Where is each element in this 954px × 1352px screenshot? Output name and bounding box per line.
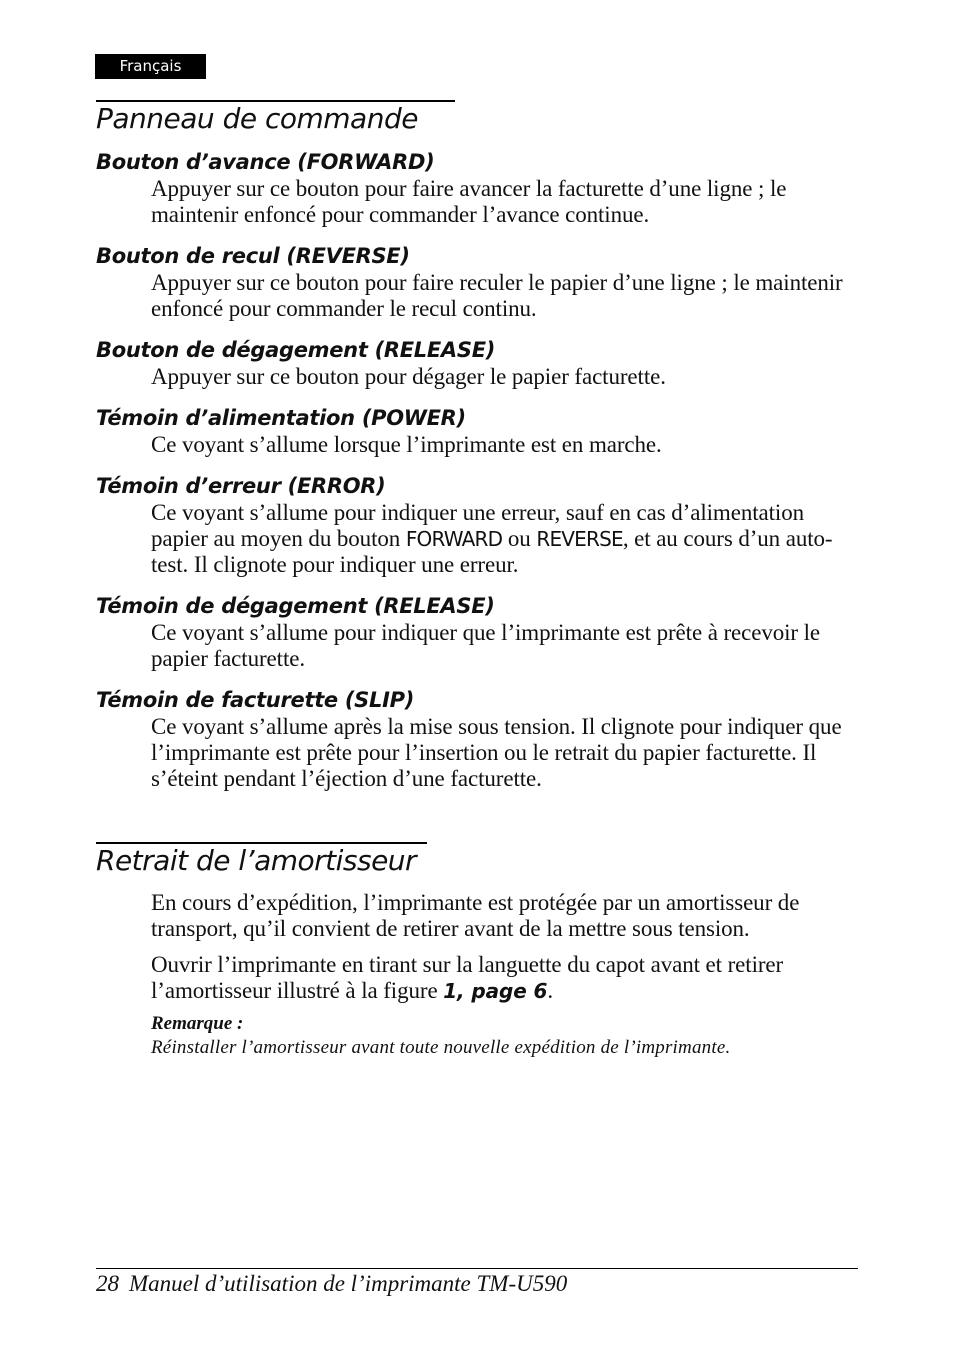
page-number: 28 (96, 1271, 119, 1296)
note-label: Remarque : (151, 1013, 244, 1034)
reverse-label: REVERSE (536, 527, 623, 551)
footer (96, 1270, 567, 1298)
item-slip (96, 686, 858, 792)
note-text: Réinstaller l’amortisseur avant toute nouvelle expédition de l’imprimante. (151, 1037, 731, 1058)
section-title: Retrait de l’amortisseur (96, 842, 427, 878)
text-part: Ce voyant s’allume pour indiquer une erreur, sauf en cas d’alimentation papier au moyen du bouton (151, 500, 805, 551)
item-heading: Témoin d’erreur (ERROR) (96, 474, 386, 498)
item-text: Appuyer sur ce bouton pour dégager le papier facturette. (151, 364, 666, 389)
paragraph: En cours d’expédition, l’imprimante est protégée par un amortisseur de transport, qu’il convient de retirer avant de la mettre sous tension. (151, 890, 800, 941)
text-part: ou (507, 526, 531, 551)
footer-rule (96, 1268, 858, 1269)
item-heading: Bouton de dégagement (RELEASE) (96, 338, 496, 362)
item-text: Ce voyant s’allume pour indiquer que l’imprimante est prête à recevoir le papier facturette. (151, 620, 821, 671)
item-text: Ce voyant s’allume après la mise sous tension. Il clignote pour indiquer que l’imprimante est prête pour l’insertion ou le retrait du papier facturette. Il s’éteint pendant l’éjection d’une facturette. (151, 714, 842, 791)
paragraph (151, 952, 858, 1004)
manual-title: Manuel d’utilisation de l’imprimante TM-U590 (129, 1271, 568, 1296)
item-text: Ce voyant s’allume lorsque l’imprimante est en marche. (151, 432, 662, 457)
item-error (96, 472, 858, 578)
figure-link[interactable]: 1, page 6 (443, 979, 548, 1003)
item-forward (96, 148, 858, 228)
text-part: , et au cours d’un auto-test. Il clignote pour indiquer une erreur. (151, 526, 833, 577)
item-text: Appuyer sur ce bouton pour faire reculer le papier d’une ligne ; le maintenir enfoncé pour commander le recul continu. (151, 270, 843, 321)
text-part: . (547, 978, 554, 1003)
item-power (96, 404, 858, 458)
item-heading: Bouton d’avance (FORWARD) (96, 150, 435, 174)
item-text (151, 500, 858, 578)
section-panneau (96, 100, 858, 792)
item-release-button (96, 336, 858, 390)
item-heading: Témoin de dégagement (RELEASE) (96, 594, 495, 618)
item-release-led (96, 592, 858, 672)
item-reverse (96, 242, 858, 322)
section-amortisseur (96, 842, 858, 1060)
text-part: Ouvrir l’imprimante en tirant sur la languette du capot avant et retirer l’amortisseur illustré à la figure (151, 952, 784, 1003)
item-heading: Bouton de recul (REVERSE) (96, 244, 410, 268)
language-tab: Français (95, 54, 206, 79)
section-title: Panneau de commande (96, 100, 455, 136)
forward-label: FORWARD (405, 527, 503, 551)
item-text: Appuyer sur ce bouton pour faire avancer la facturette d’une ligne ; le maintenir enfoncé pour commander l’avance continue. (151, 176, 787, 227)
item-heading: Témoin de facturette (SLIP) (96, 688, 414, 712)
item-heading: Témoin d’alimentation (POWER) (96, 406, 466, 430)
